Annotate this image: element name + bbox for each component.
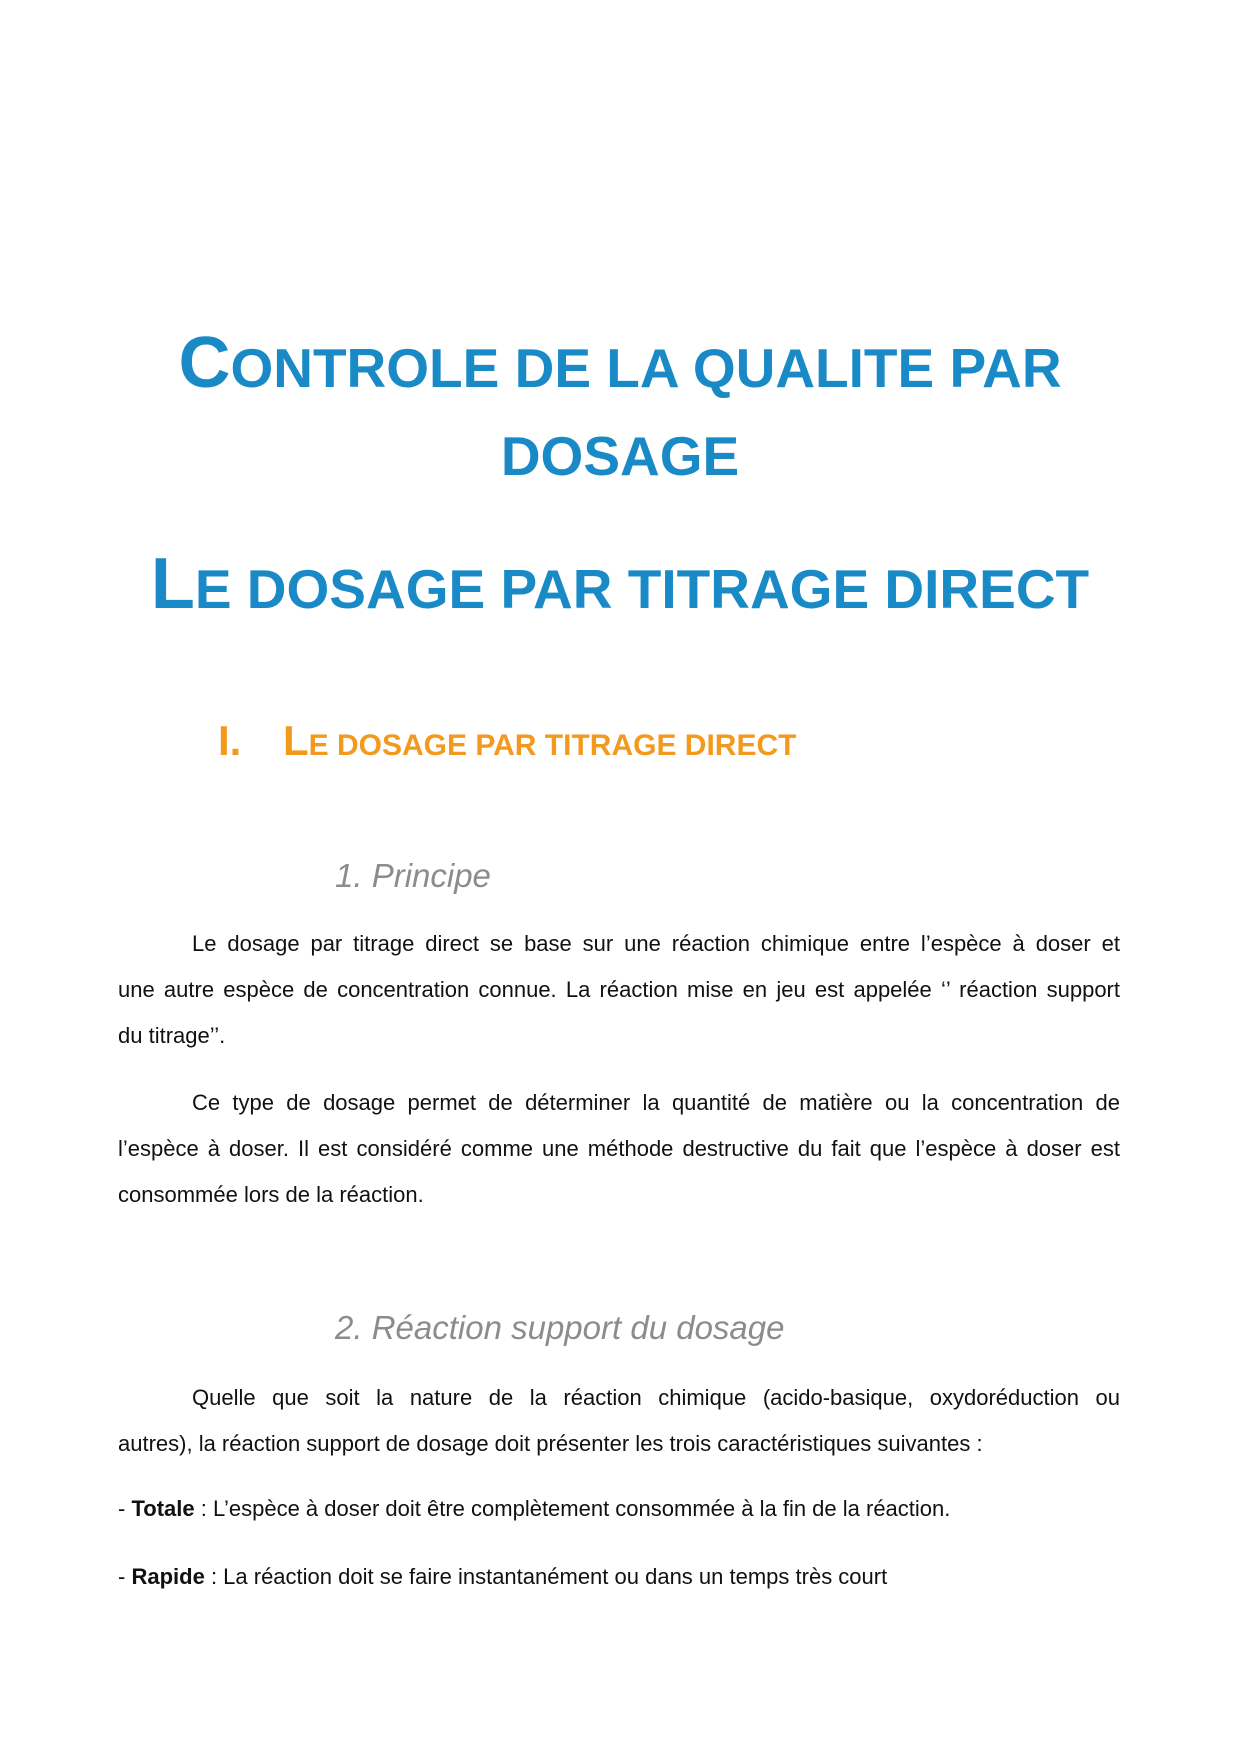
- reaction-paragraph: [118, 1375, 1120, 1467]
- paragraph-line: une autre espèce de concentration connue. La réaction mise en jeu est appelée ‘’ réaction support: [118, 977, 1120, 1002]
- paragraph-line: autres), la réaction support de dosage doit présenter les trois caractéristiques suivantes :: [118, 1431, 983, 1456]
- item-text: : L’espèce à doser doit être complètement consommée à la fin de la réaction.: [200, 1496, 951, 1521]
- reaction-heading: 2. Réaction support du dosage: [335, 1309, 785, 1346]
- item-dash: -: [118, 1496, 126, 1521]
- principe-paragraph-2: [118, 1080, 1120, 1218]
- principe-paragraph-1: [118, 921, 1120, 1059]
- paragraph-line: consommée lors de la réaction.: [118, 1182, 424, 1207]
- document-title: CONTROLE DE LA QUALITE PAR DOSAGE: [178, 323, 1062, 487]
- paragraph-line: Le dosage par titrage direct se base sur une réaction chimique entre l’espèce à doser et: [192, 931, 1120, 956]
- characteristic-item-rapide: [118, 1554, 1120, 1600]
- paragraph-line: Ce type de dosage permet de déterminer la quantité de matière ou la concentration de: [192, 1090, 1120, 1115]
- item-term: Totale: [131, 1496, 195, 1521]
- principe-heading: 1. Principe: [335, 857, 491, 894]
- section-number: I.: [218, 717, 242, 764]
- item-dash: -: [118, 1564, 126, 1589]
- section-heading: LE DOSAGE PAR TITRAGE DIRECT: [283, 717, 797, 764]
- item-term: Rapide: [131, 1564, 205, 1589]
- paragraph-line: Quelle que soit la nature de la réaction chimique (acido-basique, oxydoréduction ou: [192, 1385, 1120, 1410]
- paragraph-line: du titrage’’.: [118, 1023, 226, 1048]
- characteristic-item-totale: [118, 1486, 1120, 1532]
- paragraph-line: l’espèce à doser. Il est considéré comme une méthode destructive du fait que l’espèce à doser est: [118, 1136, 1120, 1161]
- document-subtitle: LE DOSAGE PAR TITRAGE DIRECT: [150, 544, 1090, 624]
- item-text: : La réaction doit se faire instantanément ou dans un temps très court: [210, 1564, 888, 1589]
